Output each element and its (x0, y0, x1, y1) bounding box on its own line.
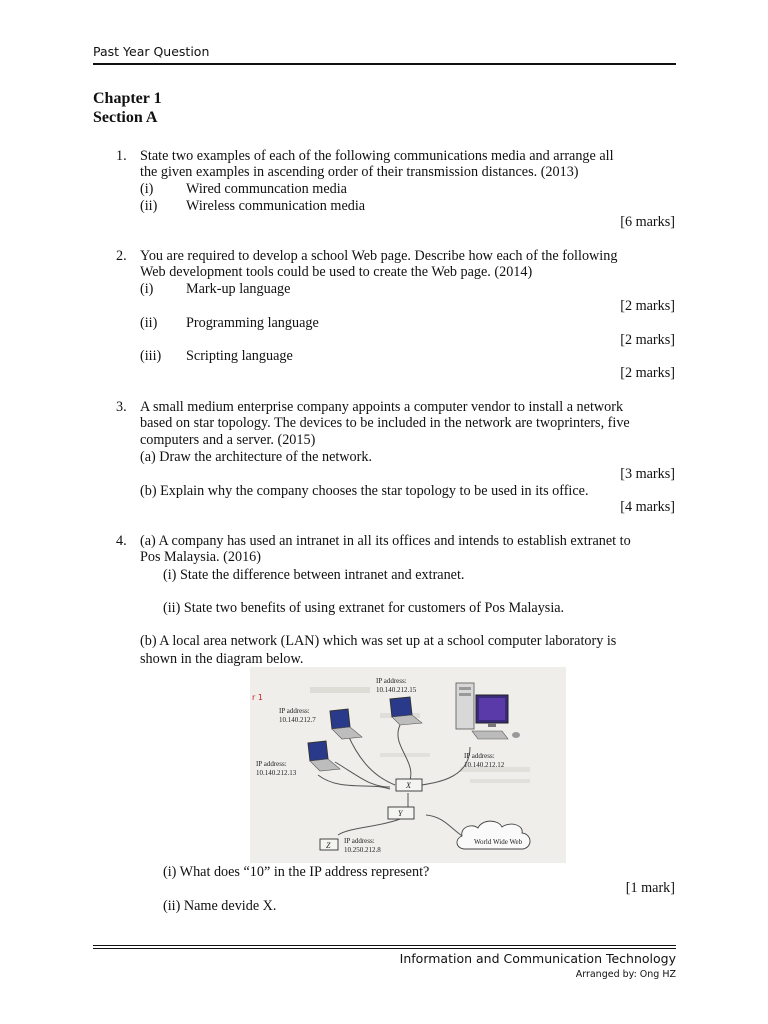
footer-rule (93, 948, 676, 949)
q1-ii-text: Wireless communication media (186, 198, 366, 214)
q2-ii-text: Programming language (186, 315, 319, 331)
header-rule (93, 63, 676, 65)
q4-b-ii: (ii) Name devide X. (163, 898, 277, 914)
q4-line2: Pos Malaysia. (2016) (140, 549, 261, 565)
q2-i-number: (i) (140, 281, 154, 297)
q3-number: 3. (116, 399, 127, 415)
q1-marks: [6 marks] (620, 214, 675, 230)
q4-number: 4. (116, 533, 127, 549)
q4-b-i-marks: [1 mark] (625, 880, 675, 896)
q3-line2: based on star topology. The devices to be included in the network are twoprinters, five (140, 415, 630, 431)
q3-line3: computers and a server. (2015) (140, 432, 316, 448)
footer-subject: Information and Communication Technology (399, 951, 676, 966)
device-z-label: Z (326, 841, 331, 850)
cloud-label: World Wide Web (474, 838, 523, 846)
ip-caption: IP address: (344, 837, 375, 845)
q1-line1: State two examples of each of the following communications media and arrange all (140, 148, 614, 164)
section-heading: Section A (93, 109, 158, 126)
footer-arranged-by: Arranged by: Ong HZ (575, 969, 676, 980)
header-title: Past Year Question (93, 44, 210, 59)
q1-ii-number: (ii) (140, 198, 158, 214)
device-y-label: Y (398, 809, 403, 818)
q1-i-number: (i) (140, 181, 154, 197)
lan-diagram (250, 667, 566, 863)
q2-iii-number: (iii) (140, 348, 162, 364)
q4-a-ii: (ii) State two benefits of using extranet for customers of Pos Malaysia. (163, 600, 565, 616)
q3-a-marks: [3 marks] (620, 466, 675, 482)
q1-number: 1. (116, 148, 127, 164)
ip-caption: IP address: (376, 677, 407, 685)
q3-line1: A small medium enterprise company appoints a computer vendor to install a network (140, 399, 624, 415)
ip-address-3: 10.140.212.13 (256, 769, 297, 777)
q2-ii-marks: [2 marks] (620, 332, 675, 348)
ip-caption: IP address: (256, 760, 287, 768)
q1-line2: the given examples in ascending order of their transmission distances. (2013) (140, 164, 579, 180)
q2-iii-marks: [2 marks] (620, 365, 675, 381)
q1-i-text: Wired communcation media (186, 181, 347, 197)
ip-caption: IP address: (464, 752, 495, 760)
device-x-label: X (406, 781, 411, 790)
ip-address-4: 10.140.212.12 (464, 761, 505, 769)
ip-address-1: 10.140.212.15 (376, 686, 417, 694)
chapter-heading: Chapter 1 (93, 90, 162, 107)
q2-ii-number: (ii) (140, 315, 158, 331)
q2-line1: You are required to develop a school Web page. Describe how each of the following (140, 248, 618, 264)
q2-iii-text: Scripting language (186, 348, 293, 364)
ip-caption: IP address: (279, 707, 310, 715)
ip-address-5: 10.250.212.8 (344, 846, 381, 854)
ip-address-2: 10.140.212.7 (279, 716, 316, 724)
q3-b-marks: [4 marks] (620, 499, 675, 515)
q2-i-text: Mark-up language (186, 281, 291, 297)
q2-i-marks: [2 marks] (620, 298, 675, 314)
q2-number: 2. (116, 248, 127, 264)
q4-b-line2: shown in the diagram below. (140, 651, 304, 667)
q4-b-line1: (b) A local area network (LAN) which was set up at a school computer laboratory is (140, 633, 617, 649)
figure-label: r 1 (252, 693, 263, 702)
q2-line2: Web development tools could be used to create the Web page. (2014) (140, 264, 533, 280)
q4-a-i: (i) State the difference between intranet and extranet. (163, 567, 465, 583)
q3-a-text: (a) Draw the architecture of the network. (140, 449, 373, 465)
q4-line1: (a) A company has used an intranet in all its offices and intends to establish extranet to (140, 533, 631, 549)
footer-rule (93, 945, 676, 946)
q4-b-i: (i) What does “10” in the IP address represent? (163, 864, 430, 880)
q3-b-text: (b) Explain why the company chooses the star topology to be used in its office. (140, 483, 589, 499)
